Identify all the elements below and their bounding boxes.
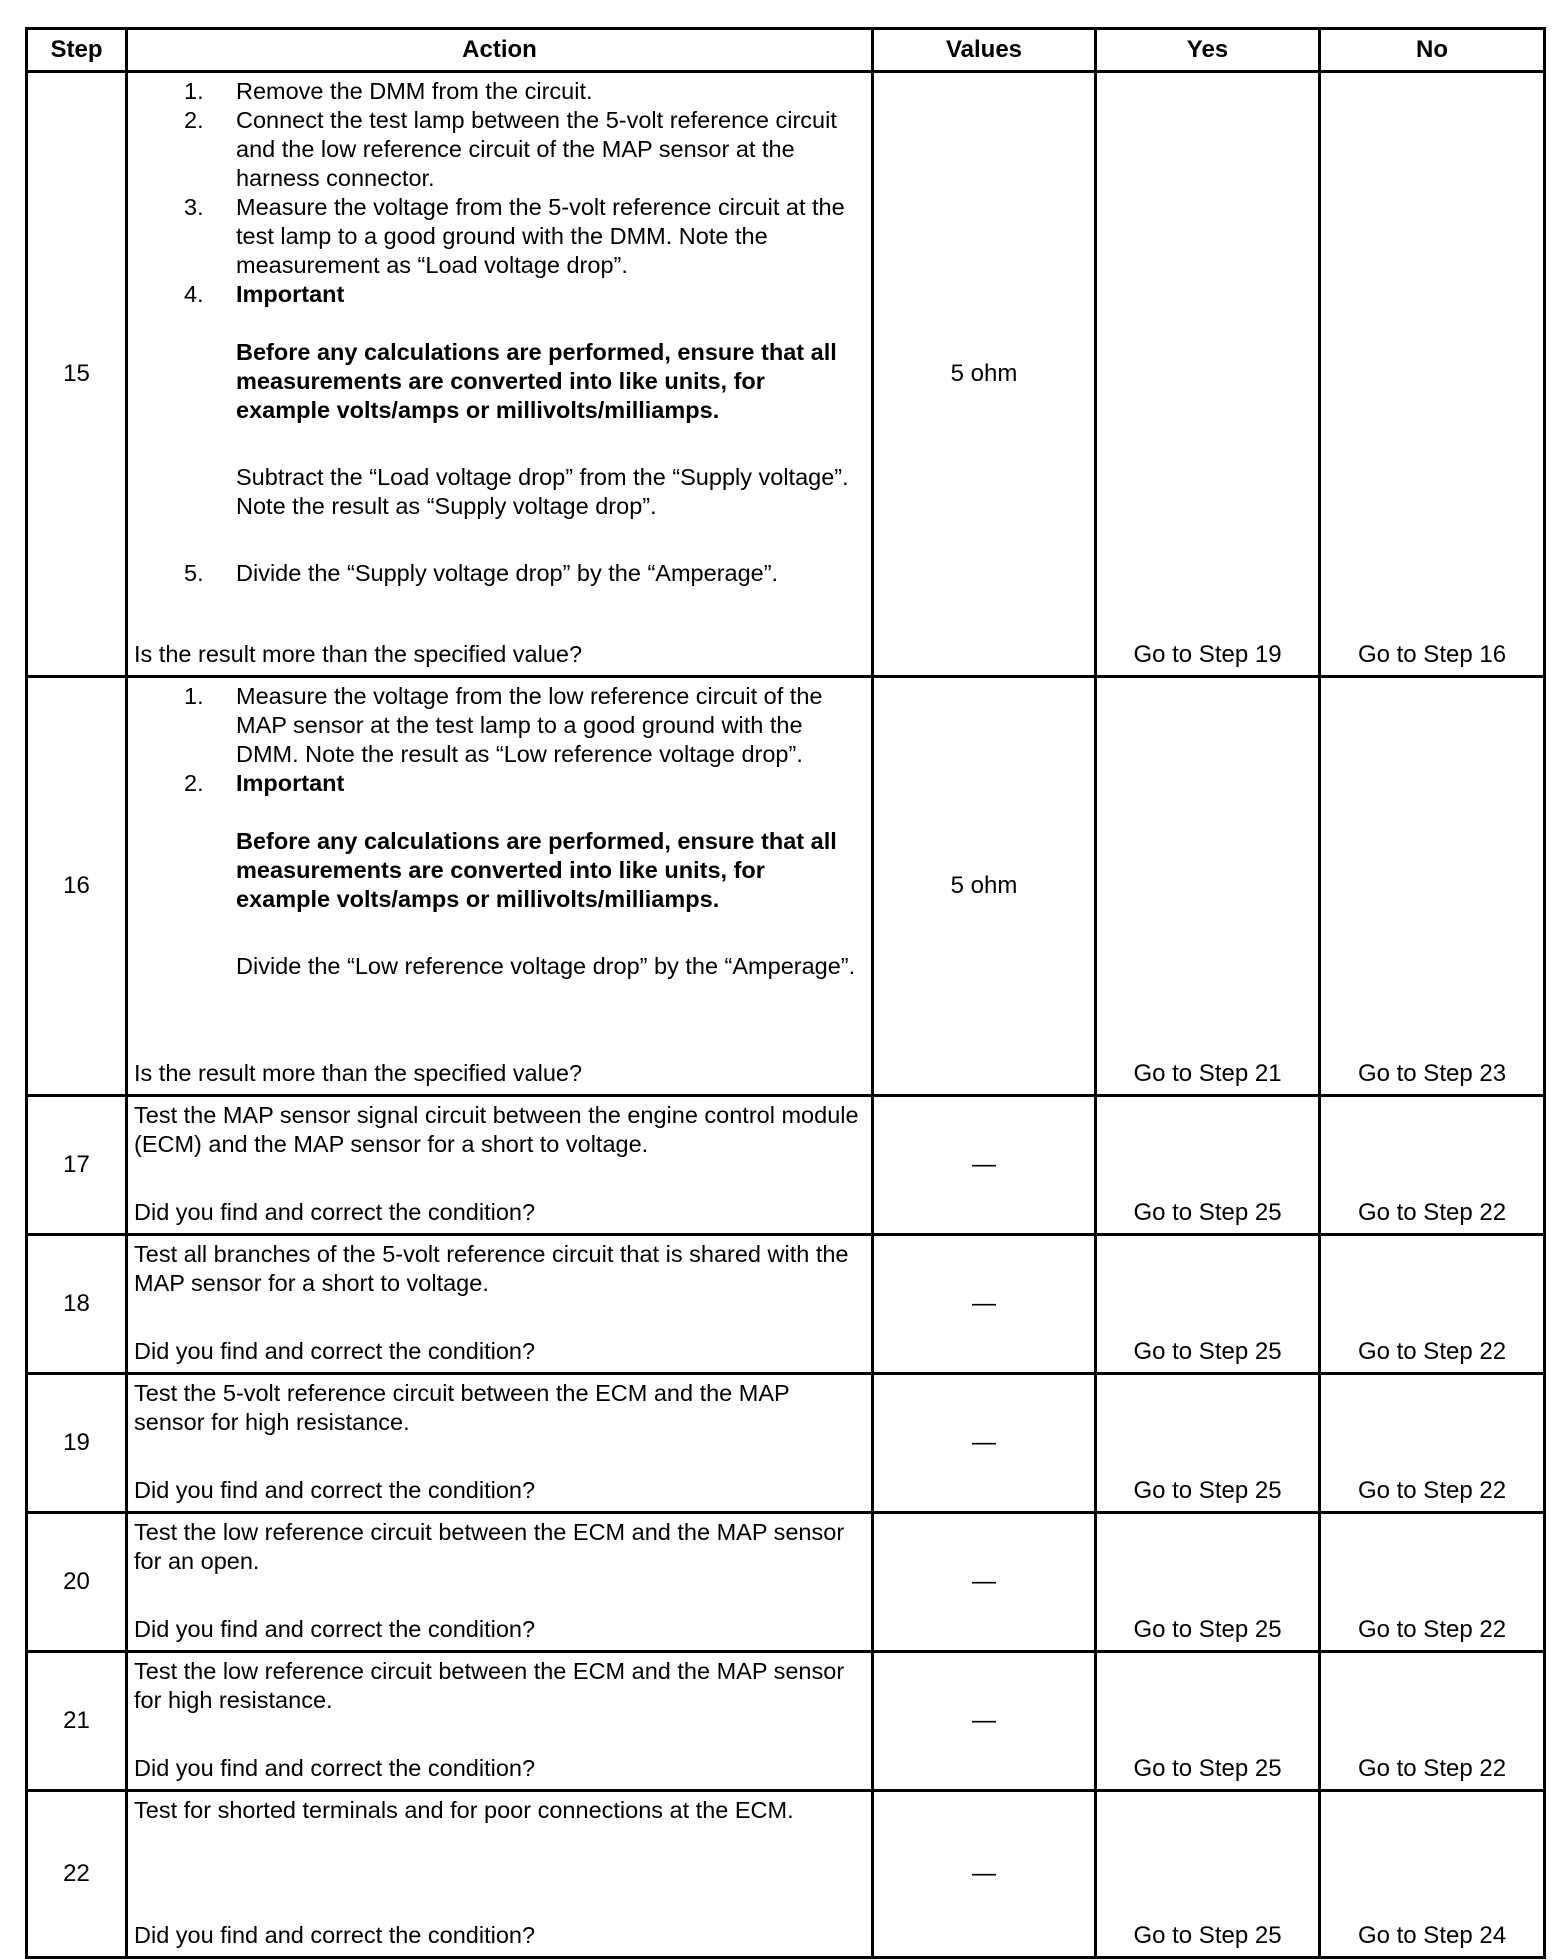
value-cell: — xyxy=(873,1096,1096,1235)
action-text: Test the 5-volt reference circuit between the ECM and the MAP sensor for high resistance. xyxy=(134,1380,790,1435)
action-text: Test for shorted terminals and for poor connections at the ECM. xyxy=(134,1797,794,1823)
no-cell: Go to Step 22 xyxy=(1320,1652,1545,1791)
value-cell: — xyxy=(873,1513,1096,1652)
step-number: 22 xyxy=(27,1791,127,1958)
question-text: Is the result more than the specified value? xyxy=(134,1060,583,1086)
question-text: Did you find and correct the condition? xyxy=(134,1755,536,1781)
question-text: Is the result more than the specified value? xyxy=(134,641,583,667)
list-item: 1. Measure the voltage from the low reference circuit of the MAP sensor at the test lamp to a good ground with the DMM. Note the result as “Low reference voltage drop”. xyxy=(184,683,823,767)
important-note: Before any calculations are performed, ensure that all measurements are converted into like units, for example volts/amps or millivolts/milliamps. xyxy=(236,339,837,423)
question-text: Did you find and correct the condition? xyxy=(134,1477,536,1503)
action-cell xyxy=(127,1513,873,1652)
header-action: Action xyxy=(127,29,873,72)
header-row xyxy=(27,29,1545,72)
value-cell: 5 ohm xyxy=(873,72,1096,677)
action-cell xyxy=(127,1374,873,1513)
table-row xyxy=(27,1652,1545,1791)
action-cell xyxy=(127,1096,873,1235)
action-cell xyxy=(127,1791,873,1958)
step-number: 20 xyxy=(27,1513,127,1652)
sub-instruction: Subtract the “Load voltage drop” from the “Supply voltage”. Note the result as “Supply voltage drop”. xyxy=(236,464,849,519)
list-item: 2. Connect the test lamp between the 5-volt reference circuit and the low reference circuit of the MAP sensor at the harness connector. xyxy=(184,107,837,191)
question-text: Did you find and correct the condition? xyxy=(134,1616,536,1642)
value-cell: — xyxy=(873,1235,1096,1374)
action-list xyxy=(134,77,865,588)
table-row xyxy=(27,1235,1545,1374)
action-text: Test the MAP sensor signal circuit between the engine control module (ECM) and the MAP sensor for a short to voltage. xyxy=(134,1102,859,1157)
diagnostic-table xyxy=(25,27,1546,1959)
yes-cell: Go to Step 25 xyxy=(1096,1374,1320,1513)
list-item: 3. Measure the voltage from the 5-volt reference circuit at the test lamp to a good ground with the DMM. Note the measurement as “Load voltage drop”. xyxy=(184,194,845,278)
yes-cell: Go to Step 19 xyxy=(1096,72,1320,677)
header-step: Step xyxy=(27,29,127,72)
step-number: 21 xyxy=(27,1652,127,1791)
yes-cell: Go to Step 25 xyxy=(1096,1652,1320,1791)
value-cell: 5 ohm xyxy=(873,677,1096,1096)
question-text: Did you find and correct the condition? xyxy=(134,1199,536,1225)
action-list xyxy=(134,682,865,981)
action-cell xyxy=(127,72,873,677)
action-text: Test all branches of the 5-volt reference circuit that is shared with the MAP sensor for a short to voltage. xyxy=(134,1241,849,1296)
no-cell: Go to Step 16 xyxy=(1320,72,1545,677)
action-text: Test the low reference circuit between the ECM and the MAP sensor for an open. xyxy=(134,1519,845,1574)
yes-cell: Go to Step 25 xyxy=(1096,1096,1320,1235)
no-cell: Go to Step 22 xyxy=(1320,1513,1545,1652)
header-values: Values xyxy=(873,29,1096,72)
yes-cell: Go to Step 25 xyxy=(1096,1513,1320,1652)
table-row xyxy=(27,1513,1545,1652)
important-note: Before any calculations are performed, ensure that all measurements are converted into like units, for example volts/amps or millivolts/milliamps. xyxy=(236,828,837,912)
list-item: 2. Important Before any calculations are performed, ensure that all measurements are converted into like units, for example volts/amps or millivolts/milliamps. Divide the “Low reference voltage drop” by the “Amperage”. xyxy=(134,769,865,981)
header-no: No xyxy=(1320,29,1545,72)
question-text: Did you find and correct the condition? xyxy=(134,1338,536,1364)
value-cell: — xyxy=(873,1652,1096,1791)
value-cell: — xyxy=(873,1374,1096,1513)
action-text: Test the low reference circuit between the ECM and the MAP sensor for high resistance. xyxy=(134,1658,845,1713)
action-cell xyxy=(127,677,873,1096)
no-cell: Go to Step 22 xyxy=(1320,1235,1545,1374)
yes-cell: Go to Step 21 xyxy=(1096,677,1320,1096)
step-number: 17 xyxy=(27,1096,127,1235)
no-cell: Go to Step 23 xyxy=(1320,677,1545,1096)
action-cell xyxy=(127,1235,873,1374)
yes-cell: Go to Step 25 xyxy=(1096,1235,1320,1374)
table-row xyxy=(27,72,1545,677)
question-text: Did you find and correct the condition? xyxy=(134,1922,536,1948)
step-number: 18 xyxy=(27,1235,127,1374)
table-row xyxy=(27,1791,1545,1958)
table-row xyxy=(27,1374,1545,1513)
step-number: 15 xyxy=(27,72,127,677)
header-yes: Yes xyxy=(1096,29,1320,72)
yes-cell: Go to Step 25 xyxy=(1096,1791,1320,1958)
no-cell: Go to Step 22 xyxy=(1320,1374,1545,1513)
no-cell: Go to Step 22 xyxy=(1320,1096,1545,1235)
action-cell xyxy=(127,1652,873,1791)
list-item: 4. Important Before any calculations are performed, ensure that all measurements are converted into like units, for example volts/amps or millivolts/milliamps. Subtract the “Load voltage drop” from the “Supply voltage”. Note the result as “Supply voltage drop”. xyxy=(134,280,865,559)
value-cell: — xyxy=(873,1791,1096,1958)
table-row xyxy=(27,677,1545,1096)
no-cell: Go to Step 24 xyxy=(1320,1791,1545,1958)
step-number: 19 xyxy=(27,1374,127,1513)
table-row xyxy=(27,1096,1545,1235)
step-number: 16 xyxy=(27,677,127,1096)
sub-instruction: Divide the “Low reference voltage drop” by the “Amperage”. xyxy=(236,953,856,979)
list-item: 5. Divide the “Supply voltage drop” by the “Amperage”. xyxy=(184,560,779,586)
list-item: 1. Remove the DMM from the circuit. xyxy=(184,78,593,104)
